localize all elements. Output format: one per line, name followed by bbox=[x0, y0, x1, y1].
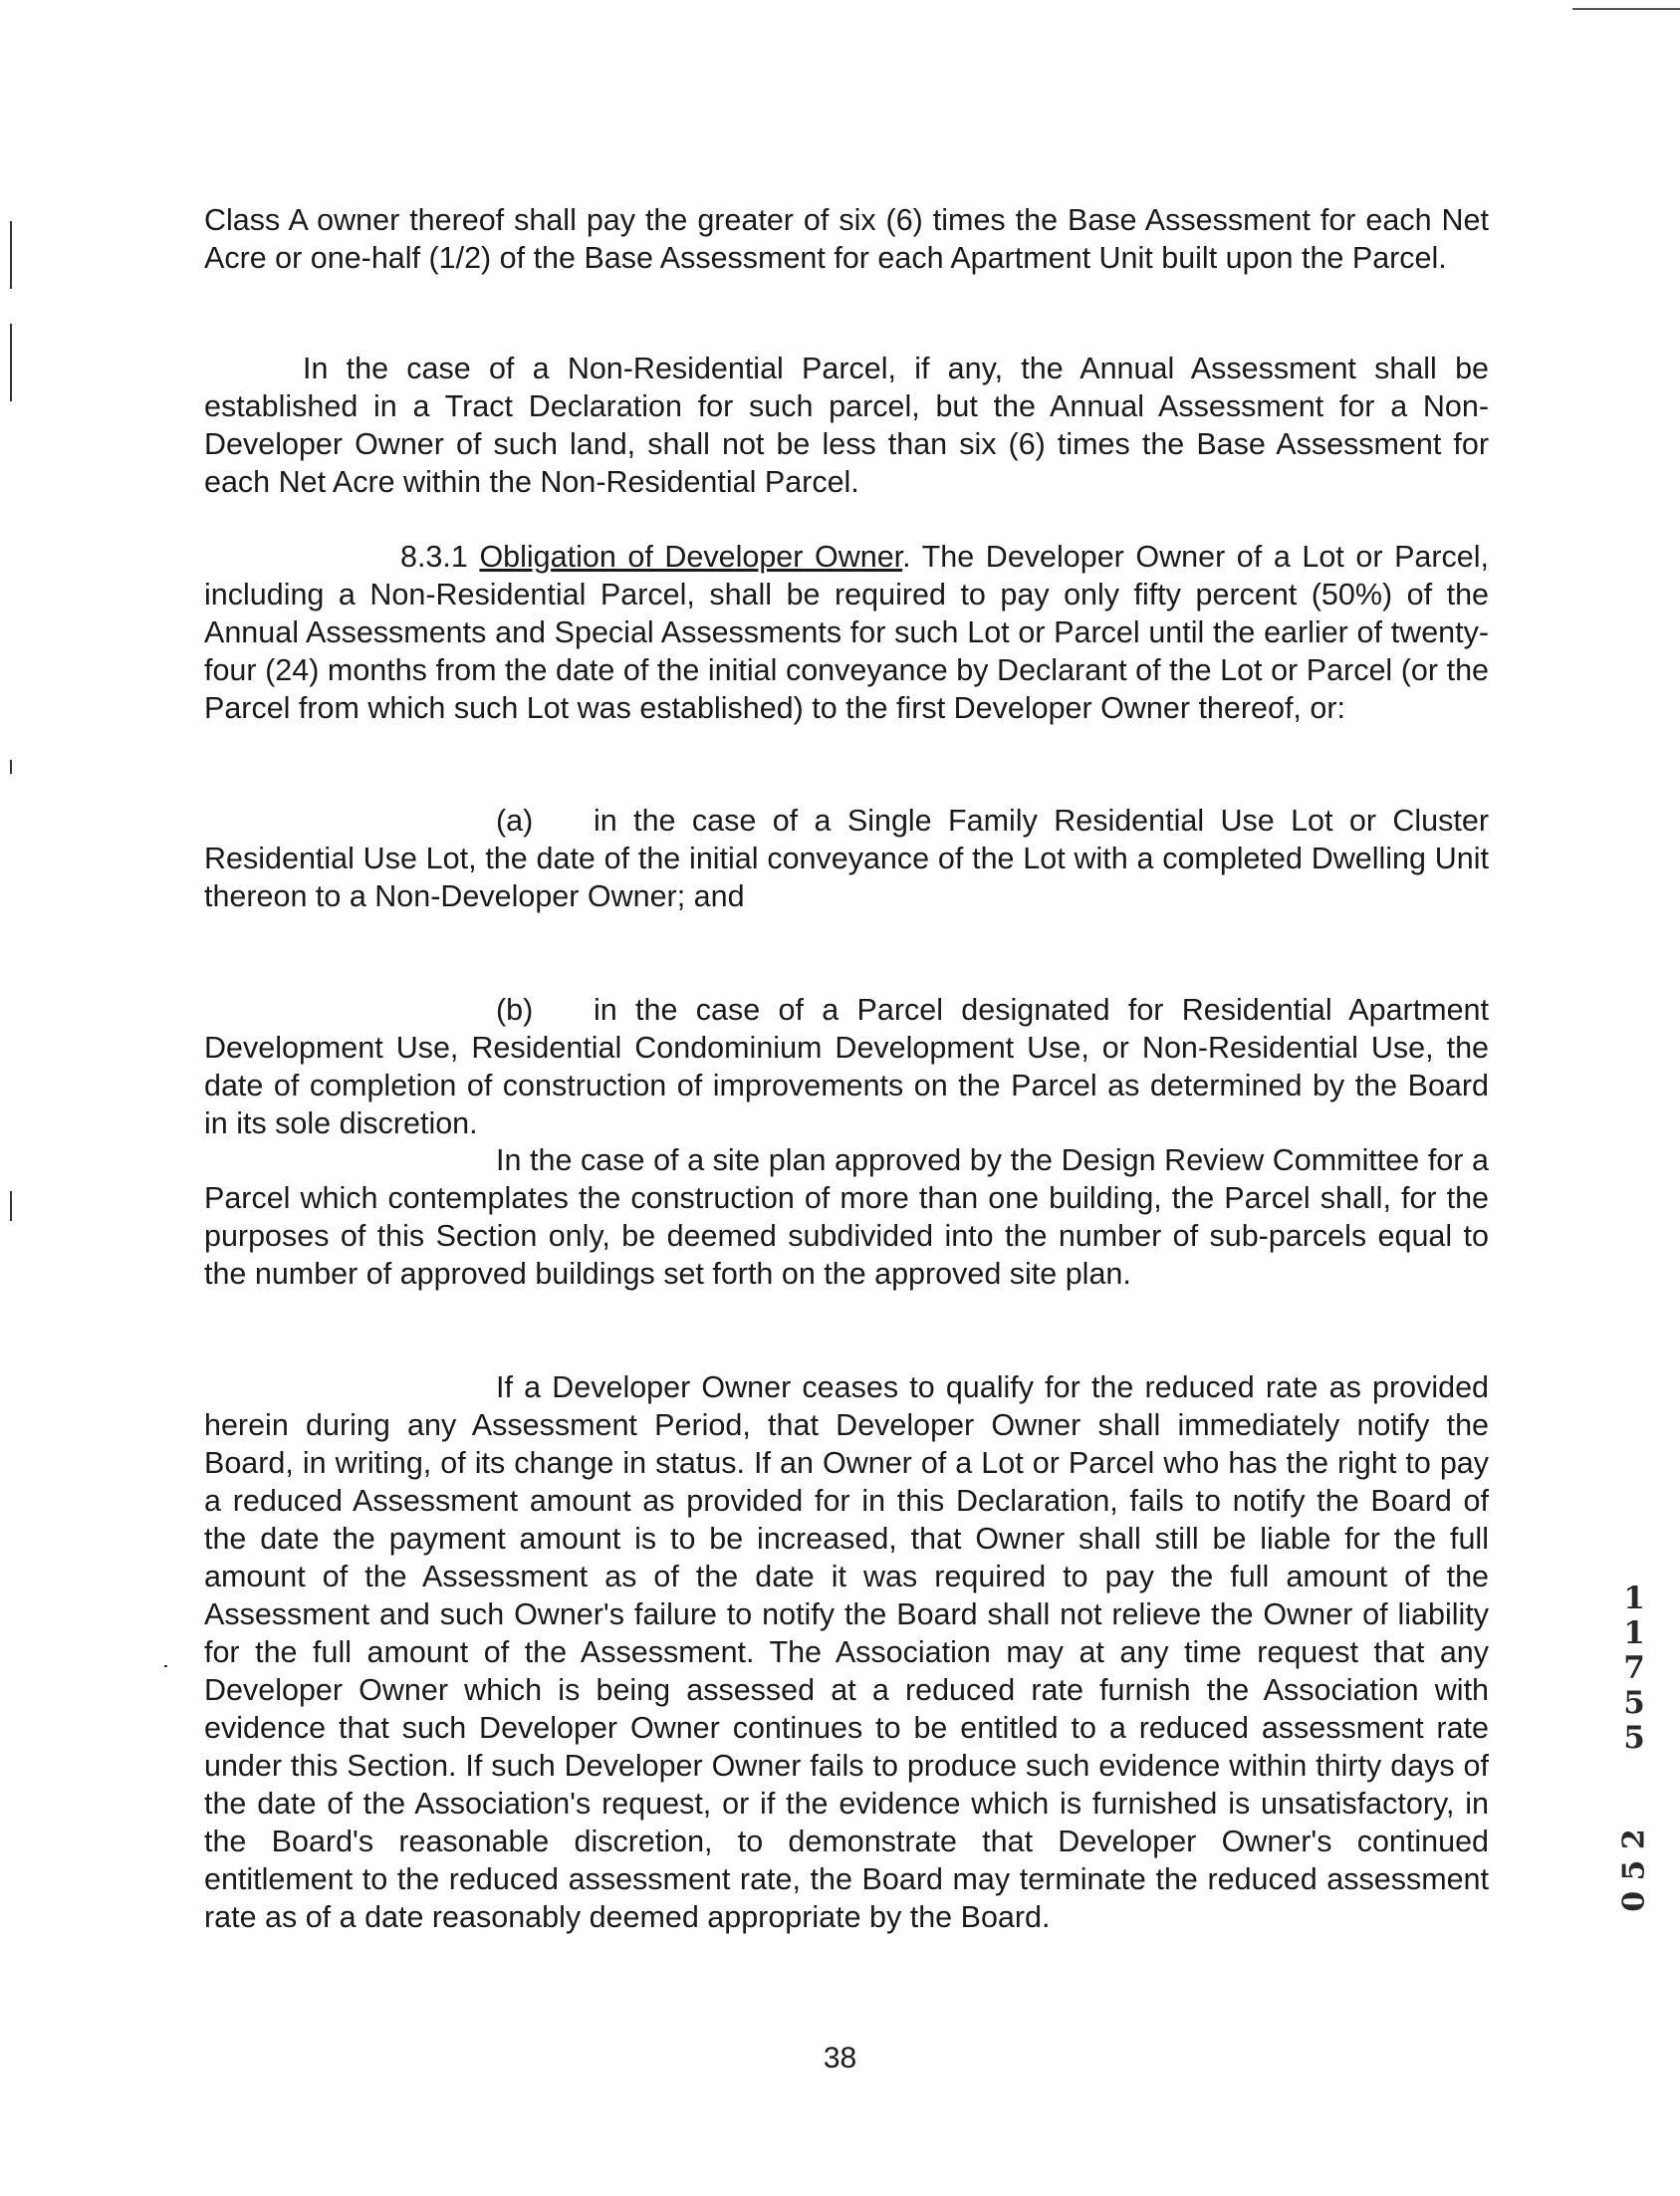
clause-label: (b) bbox=[496, 993, 534, 1027]
section-heading: Obligation of Developer Owner bbox=[479, 540, 903, 574]
page-number: 38 bbox=[823, 2042, 857, 2074]
margin-change-bar bbox=[10, 324, 12, 401]
paragraph-reduced-rate bbox=[204, 1368, 1489, 1936]
recording-stamp-lower bbox=[1615, 1811, 1653, 1930]
paragraph-text: In the case of a site plan approved by the Design Review Committee for a Parcel which contemplates the construction of more than one building, the Parcel shall, for the purposes of this Section only, be deemed subdivided into the number of sub-parcels equal to the number of approved buildings set forth on the approved site plan. bbox=[204, 1143, 1489, 1291]
margin-change-bar bbox=[10, 221, 12, 289]
margin-change-bar bbox=[10, 1191, 12, 1221]
clause-b bbox=[204, 991, 1489, 1142]
recording-stamp-lower-text: 0 5 2 bbox=[1616, 1829, 1652, 1912]
scan-corner-mark bbox=[1572, 8, 1680, 10]
section-number: 8.3.1 bbox=[400, 540, 468, 574]
paragraph-class-a-owner: Class A owner thereof shall pay the greater of six (6) times the Base Assessment for each Net Acre or one-half (1/2) of the Base Assessment for each Apartment Unit built upon the Parcel. bbox=[204, 203, 1489, 275]
section-8-3-1 bbox=[204, 538, 1489, 727]
clause-label: (a) bbox=[496, 804, 534, 838]
paragraph-site-plan bbox=[204, 1141, 1489, 1293]
clause-a bbox=[204, 802, 1489, 915]
clause-text: in the case of a Parcel designated for Residential Apartment Development Use, Residential Condominium Development Use, or Non-Residential Use, the date of completion of construction of improvements on the Parcel as determined by the Board in its sole discretion. bbox=[204, 993, 1489, 1140]
margin-dot bbox=[164, 1665, 167, 1667]
clause-text: in the case of a Single Family Residential Use Lot or Cluster Residential Use Lot, the date of the initial conveyance of the Lot with a completed Dwelling Unit thereon to a Non-Developer Owner; and bbox=[204, 804, 1489, 913]
paragraph-non-residential-parcel bbox=[204, 350, 1489, 501]
margin-change-bar bbox=[10, 760, 12, 774]
paragraph-text: In the case of a Non-Residential Parcel, if any, the Annual Assessment shall be established in a Tract Declaration for such parcel, but the Annual Assessment for a Non-Developer Owner of such land, shall not be less than six (6) times the Base Assessment for each Net Acre within the Non-Residential Parcel. bbox=[204, 352, 1489, 499]
recording-stamp-upper: 1 1 7 5 5 bbox=[1623, 1581, 1645, 1756]
section-text: . The Developer Owner of a Lot or Parcel, including a Non-Residential Parcel, shall be required to pay only fifty percent (50%) of the Annual Assessments and Special Assessments for such Lot or Parcel until the earlier of twenty-four (24) months from the date of the initial conveyance by Declarant of the Lot or Parcel (or the Parcel from which such Lot was established) to the first Developer Owner thereof, or: bbox=[204, 540, 1489, 725]
paragraph-text: If a Developer Owner ceases to qualify for the reduced rate as provided herein during any Assessment Period, that Developer Owner shall immediately notify the Board, in writing, of its change in status. If an Owner of a Lot or Parcel who has the right to pay a reduced Assessment amount as provided for in this Declaration, fails to notify the Board of the date the payment amount is to be increased, that Owner shall still be liable for the full amount of the Assessment as of the date it was required to pay the full amount of the Assessment and such Owner's failure to notify the Board shall not relieve the Owner of liability for the full amount of the Assessment. The Association may at any time request that any Developer Owner which is being assessed at a reduced rate furnish the Association with evidence that such Developer Owner continues to be entitled to a reduced assessment rate under this Section. If such Developer Owner fails to produce such evidence within thirty days of the date of the Association's request, or if the evidence which is furnished is unsatisfactory, in the Board's reasonable discretion, to demonstrate that Developer Owner's continued entitlement to the reduced assessment rate, the Board may terminate the reduced assessment rate as of a date reasonably deemed appropriate by the Board. bbox=[204, 1370, 1489, 1934]
